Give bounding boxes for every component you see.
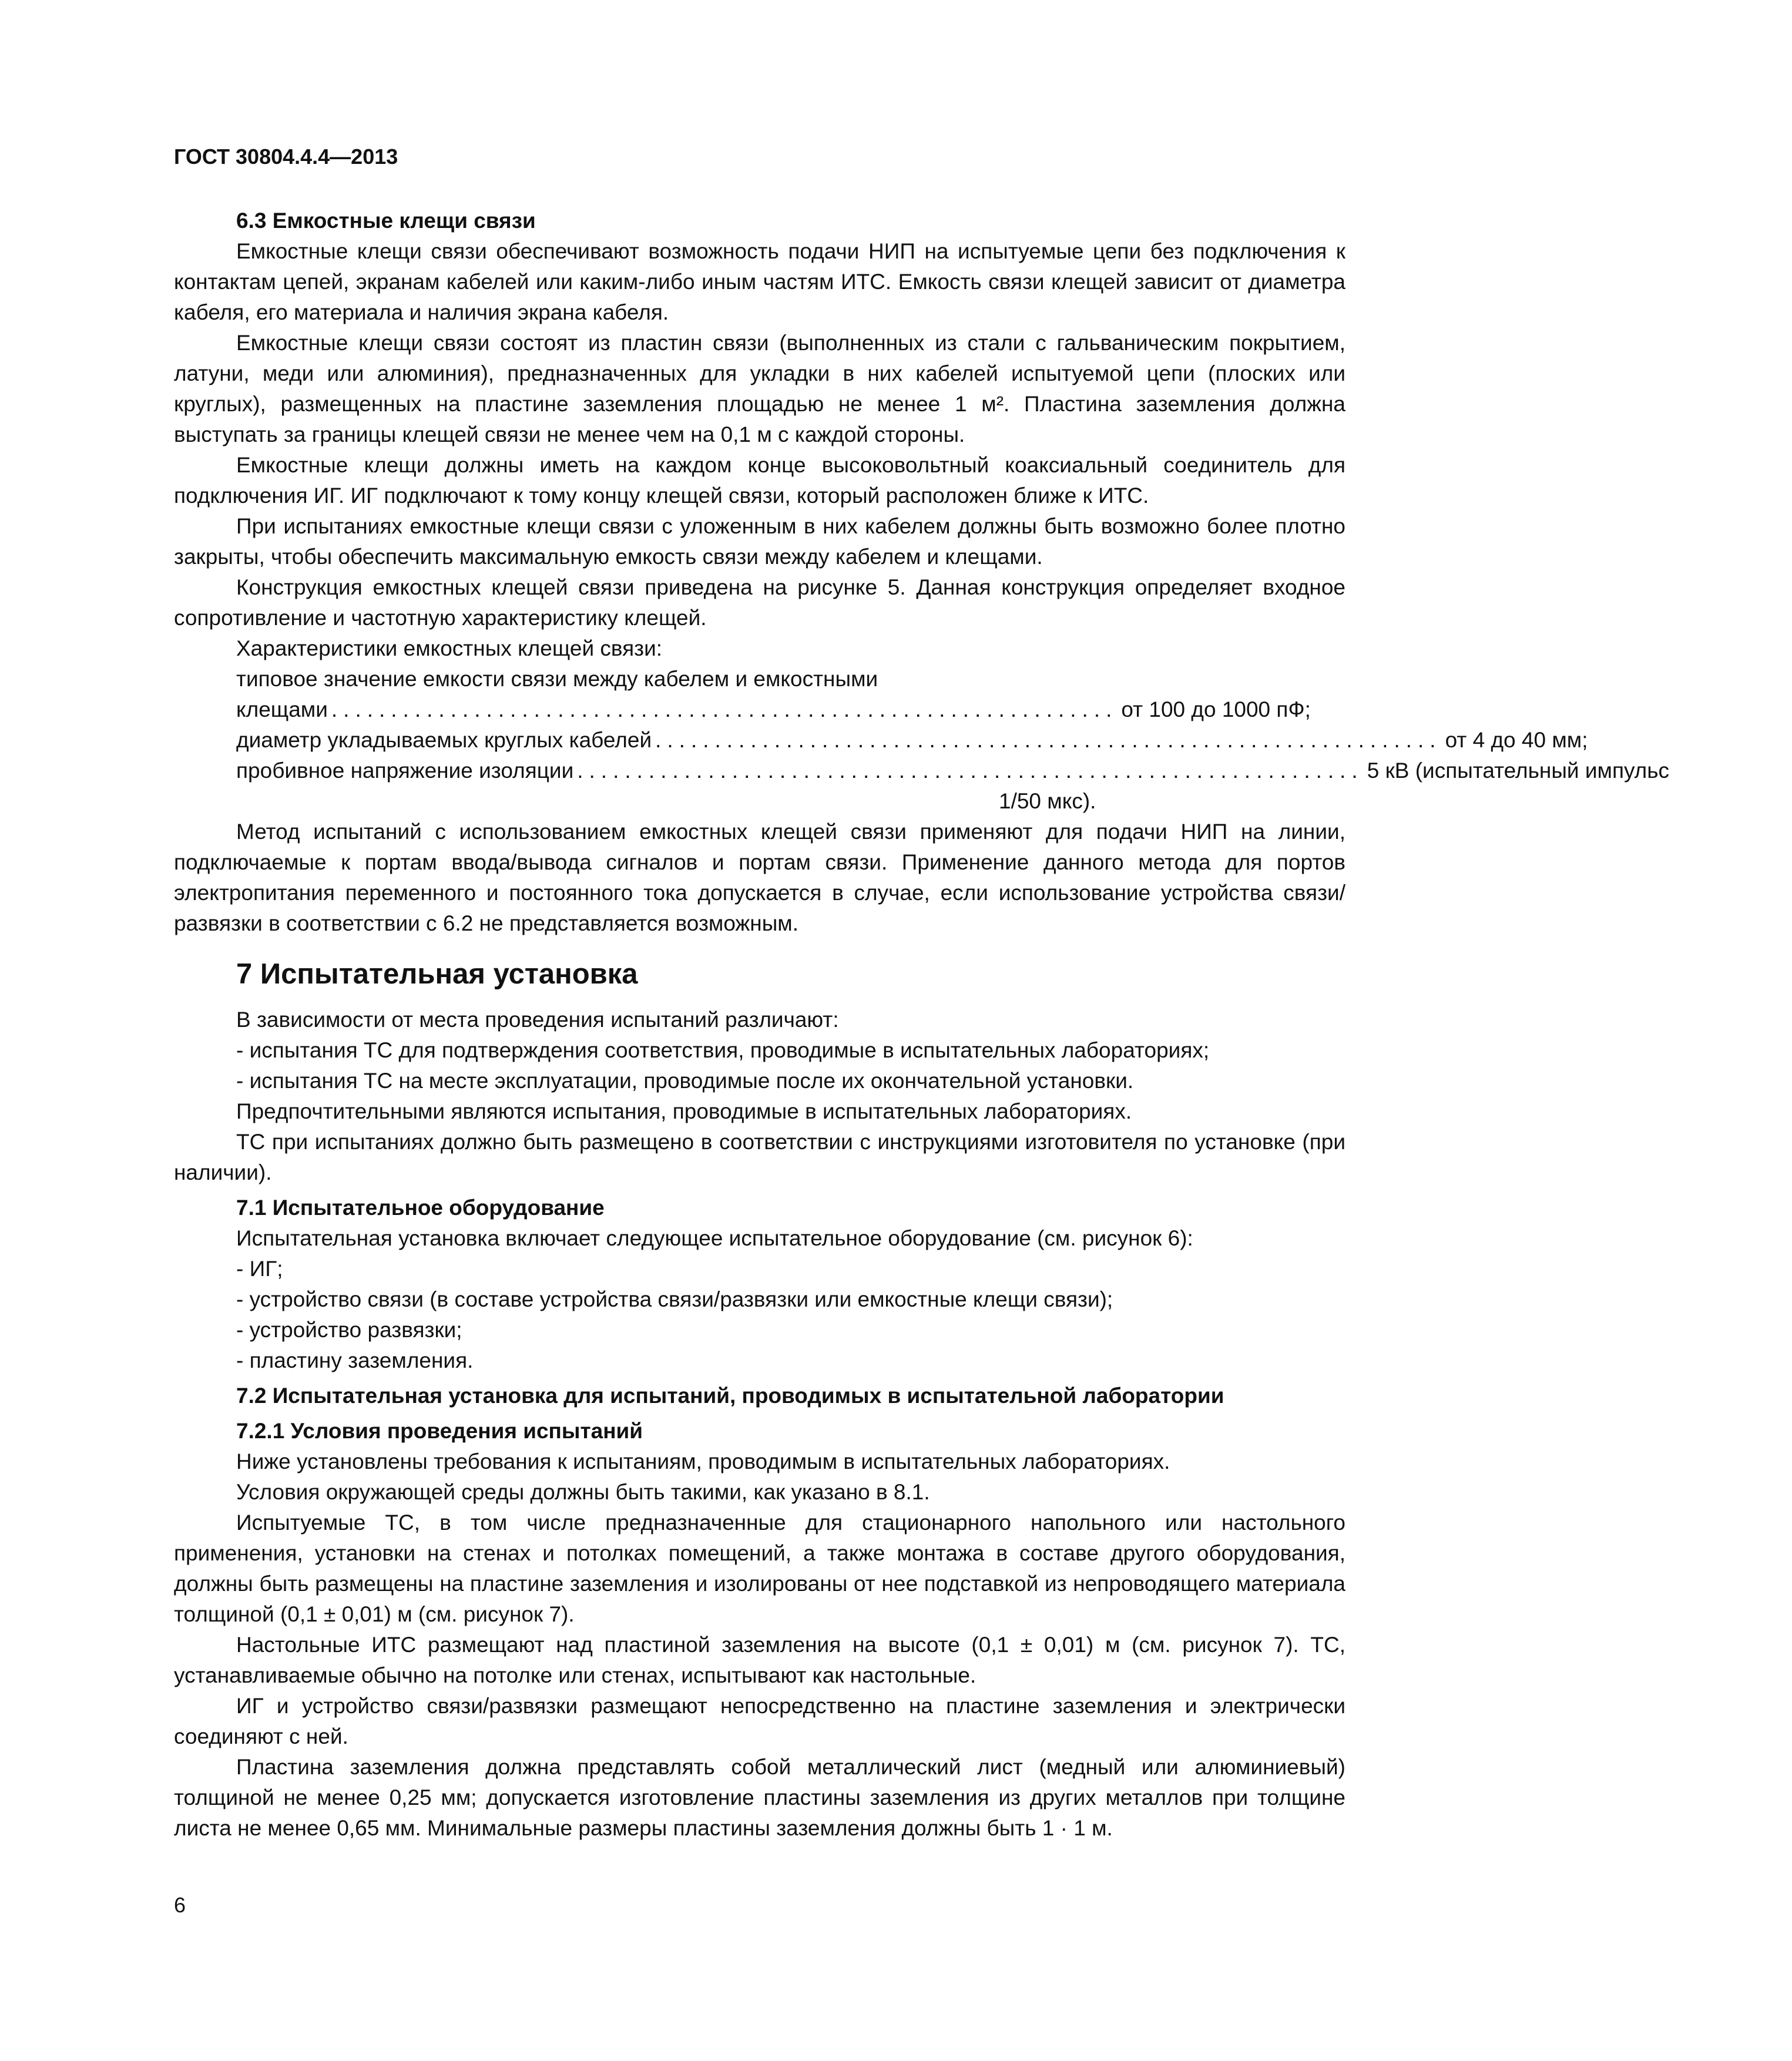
section-7-1-heading: 7.1 Испытательное оборудование	[236, 1196, 605, 1220]
list-item: - испытания ТС для подтверждения соответствия, проводимые в испытательных лабораториях;	[236, 1038, 1210, 1062]
section-7-2-1-heading: 7.2.1 Условия проведения испытаний	[236, 1419, 643, 1443]
dot-leader: ..................................................................	[331, 697, 1118, 721]
page-content	[174, 206, 1670, 1844]
characteristic-1-line: типовое значение емкости связи между кабелем и емкостными	[236, 667, 878, 691]
characteristic-value: от 4 до 40 мм;	[1445, 728, 1588, 752]
paragraph: При испытаниях емкостные клещи связи с уложенным в них кабелем должны быть возможно более плотно закрыты, чтобы обеспечить максимальную емкость связи между кабелем и клещами.	[174, 514, 1345, 569]
paragraph: Пластина заземления должна представлять собой металлический лист (медный или алюминиевый) толщиной не менее 0,25 мм; допускается изготовление пластины заземления из других металлов при толщине листа не менее 0,65 мм. Минимальные размеры пластины заземления должны быть 1 · 1 м.	[174, 1755, 1345, 1840]
section-6-3-heading: 6.3 Емкостные клещи связи	[236, 209, 536, 233]
characteristic-value: 5 кВ (испытательный импульс	[1367, 758, 1670, 783]
characteristics-title: Характеристики емкостных клещей связи:	[236, 636, 663, 660]
characteristic-2-row	[174, 725, 1588, 756]
paragraph: Условия окружающей среды должны быть такими, как указано в 8.1.	[236, 1480, 930, 1504]
paragraph: Ниже установлены требования к испытаниям, проводимым в испытательных лабораториях.	[236, 1449, 1170, 1473]
characteristic-value: от 100 до 1000 пФ;	[1121, 697, 1311, 721]
paragraph: Предпочтительными являются испытания, проводимые в испытательных лабораториях.	[236, 1099, 1132, 1123]
characteristic-label: пробивное напряжение изоляции	[236, 758, 574, 783]
document-page	[174, 0, 1670, 2061]
paragraph: Настольные ИТС размещают над пластиной заземления на высоте (0,1 ± 0,01) м (см. рисунок 7). ТС, устанавливаемые обычно на потолке или стенах, испытывают как настольные.	[174, 1633, 1345, 1687]
list-item: - ИГ;	[236, 1257, 283, 1281]
characteristic-value: 1/50 мкс).	[999, 789, 1096, 813]
characteristic-label: клещами	[236, 697, 328, 721]
paragraph: ИГ и устройство связи/развязки размещают непосредственно на пластине заземления и электрически соединяют с ней.	[174, 1694, 1345, 1748]
section-7-2-heading: 7.2 Испытательная установка для испытаний, проводимых в испытательной лаборатории	[236, 1384, 1224, 1408]
paragraph: Метод испытаний с использованием емкостных клещей связи применяют для подачи НИП на линии, подключаемые к портам ввода/вывода сигналов и портам связи. Применение данного метода для портов электропитания переменного и постоянного тока допускается в случае, если использование устройства связи/ развязки в соответствии с 6.2 не представляется возможным.	[174, 820, 1345, 935]
dot-leader: ..................................................................	[577, 758, 1364, 783]
dot-leader: ..................................................................	[655, 728, 1442, 752]
characteristic-3-row	[174, 756, 1670, 786]
page-number: 6	[174, 1893, 186, 1917]
paragraph: Емкостные клещи связи состоят из пластин связи (выполненных из стали с гальваническим покрытием, латуни, меди или алюминия), предназначенных для укладки в них кабелей испытуемой цепи (плоских или круглых), размещенных на пластине заземления площадью не менее 1 м². Пластина заземления должна выступать за границы клещей связи не менее чем на 0,1 м с каждой стороны.	[174, 331, 1345, 447]
paragraph: Испытуемые ТС, в том числе предназначенные для стационарного напольного или настольного применения, установки на стенах и потолках помещений, а также монтажа в составе другого оборудования, должны быть размещены на пластине заземления и изолированы от нее подставкой из непроводящего материала толщиной (0,1 ± 0,01) м (см. рисунок 7).	[174, 1510, 1345, 1626]
characteristic-3-continuation	[174, 786, 1345, 817]
list-item: - испытания ТС на месте эксплуатации, проводимые после их окончательной установки.	[236, 1069, 1134, 1093]
paragraph: Конструкция емкостных клещей связи приведена на рисунке 5. Данная конструкция определяет входное сопротивление и частотную характеристику клещей.	[174, 575, 1345, 630]
list-item: - устройство развязки;	[236, 1318, 462, 1342]
characteristic-label: диаметр укладываемых круглых кабелей	[236, 728, 652, 752]
paragraph: Емкостные клещи связи обеспечивают возможность подачи НИП на испытуемые цепи без подключения к контактам цепей, экранам кабелей или каким-либо иным частям ИТС. Емкость связи клещей зависит от диаметра кабеля, его материала и наличия экрана кабеля.	[174, 239, 1345, 324]
section-7-heading: 7 Испытательная установка	[236, 958, 638, 990]
paragraph: Испытательная установка включает следующее испытательное оборудование (см. рисунок 6):	[236, 1226, 1193, 1250]
paragraph: Емкостные клещи должны иметь на каждом конце высоковольтный коаксиальный соединитель для подключения ИГ. ИГ подключают к тому концу клещей связи, который расположен ближе к ИТС.	[174, 453, 1345, 508]
list-item: - устройство связи (в составе устройства связи/развязки или емкостные клещи связи);	[236, 1287, 1113, 1311]
paragraph: В зависимости от места проведения испытаний различают:	[236, 1008, 839, 1032]
characteristic-1-row	[174, 694, 1345, 725]
document-header: ГОСТ 30804.4.4—2013	[174, 145, 398, 169]
list-item: - пластину заземления.	[236, 1348, 474, 1372]
paragraph: ТС при испытаниях должно быть размещено в соответствии с инструкциями изготовителя по установке (при наличии).	[174, 1130, 1345, 1184]
